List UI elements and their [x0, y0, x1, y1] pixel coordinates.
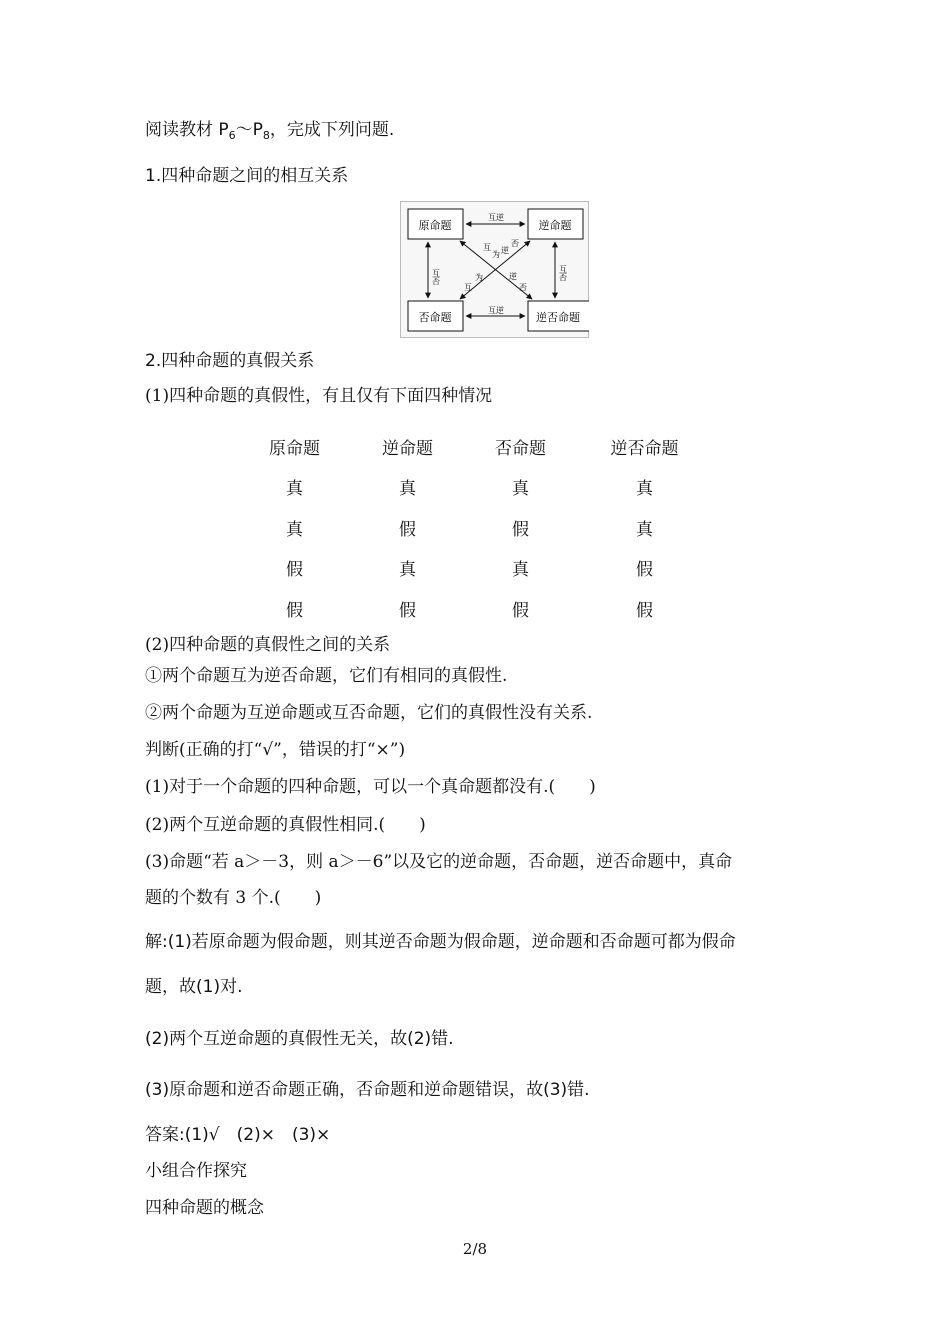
table-row — [238, 467, 712, 508]
table-header: 原命题 — [269, 438, 320, 459]
intro-prefix: 阅读教材 P — [145, 120, 229, 140]
table-row — [238, 588, 712, 629]
table-cell: 真 — [512, 479, 529, 500]
label-diag-ni2: 逆 — [509, 272, 517, 281]
table-cell: 假 — [636, 600, 653, 621]
intro-sub1: 6 — [228, 129, 236, 142]
judge-title: 判断(正确的打“√”，错误的打“×”) — [145, 740, 406, 760]
intro-suffix: ，完成下列问题. — [269, 120, 395, 140]
table-cell: 假 — [286, 560, 303, 581]
label-diag-wei1: 为 — [492, 250, 500, 259]
table-cell: 真 — [512, 560, 529, 581]
judge-q1: (1)对于一个命题的四种命题，可以一个真命题都没有.( ) — [145, 777, 596, 797]
table-cell: 真 — [636, 519, 653, 540]
table-cell: 真 — [286, 519, 303, 540]
label-diag-hu1: 互 — [483, 243, 491, 252]
label-left: 互否 — [431, 269, 441, 285]
label-diag-ni: 逆 — [501, 246, 509, 255]
table-header: 逆命题 — [382, 438, 433, 459]
label-diag-wei2: 为 — [475, 273, 483, 282]
box-converse-label: 逆命题 — [538, 219, 572, 232]
table-cell: 真 — [399, 560, 416, 581]
solution-line1: 解:(1)若原命题为假命题，则其逆否命题为假命题，逆命题和否命题可都为假命 — [145, 932, 736, 952]
section1-title: 1.四种命题之间的相互关系 — [145, 166, 349, 186]
judge-q3-line2: 题的个数有 3 个.( ) — [145, 888, 322, 908]
section2-title: 2.四种命题的真假关系 — [145, 351, 315, 371]
section2-sub1: (1)四种命题的真假性，有且仅有下面四种情况 — [145, 386, 493, 406]
page-number: 2/8 — [462, 1240, 488, 1258]
table-header: 逆否命题 — [610, 438, 679, 459]
label-diag-fou1: 否 — [511, 239, 519, 248]
solution-line2: 题，故(1)对. — [145, 977, 243, 997]
table-cell: 真 — [286, 479, 303, 500]
label-right: 互否 — [558, 265, 568, 281]
judge-q2: (2)两个互逆命题的真假性相同.( ) — [145, 815, 426, 835]
relations-item1: ①两个命题互为逆否命题，它们有相同的真假性. — [145, 666, 508, 686]
table-cell: 假 — [512, 600, 529, 621]
four-propositions-diagram — [400, 201, 589, 338]
table-cell: 假 — [636, 560, 653, 581]
group-topic: 四种命题的概念 — [145, 1198, 264, 1218]
answer-line: 答案:(1)√ (2)× (3)× — [145, 1125, 331, 1145]
table-row — [238, 507, 712, 548]
table-cell: 假 — [286, 600, 303, 621]
box-original-label: 原命题 — [418, 219, 452, 232]
solution-s3: (3)原命题和逆否命题正确，否命题和逆命题错误，故(3)错. — [145, 1080, 590, 1100]
label-diag-fou2: 否 — [519, 283, 527, 292]
table-cell: 真 — [399, 479, 416, 500]
table-header-row — [238, 426, 712, 467]
table-header: 否命题 — [495, 438, 546, 459]
solution-s2: (2)两个互逆命题的真假性无关，故(2)错. — [145, 1029, 454, 1049]
intro-line — [145, 118, 394, 148]
label-top: 互逆 — [488, 213, 504, 222]
table-cell: 假 — [399, 600, 416, 621]
table-cell: 假 — [399, 519, 416, 540]
intro-tilde: ～P — [235, 120, 263, 140]
intro-sub2: 8 — [262, 129, 270, 142]
table-cell: 假 — [512, 519, 529, 540]
box-inverse-label: 否命题 — [418, 311, 452, 324]
table-row — [238, 548, 712, 589]
truth-table — [238, 426, 712, 629]
judge-q3-line1: (3)命题“若 a＞－3，则 a＞－6”以及它的逆命题，否命题，逆否命题中，真命 — [145, 852, 733, 872]
label-bottom: 互逆 — [488, 306, 504, 315]
relations-item2: ②两个命题为互逆命题或互否命题，它们的真假性没有关系. — [145, 703, 593, 723]
box-contrapositive-label: 逆否命题 — [536, 311, 580, 324]
table-cell: 真 — [636, 479, 653, 500]
relations-title: (2)四种命题的真假性之间的关系 — [145, 635, 391, 655]
group-title: 小组合作探究 — [145, 1161, 247, 1181]
label-diag-hu2: 互 — [464, 283, 472, 292]
